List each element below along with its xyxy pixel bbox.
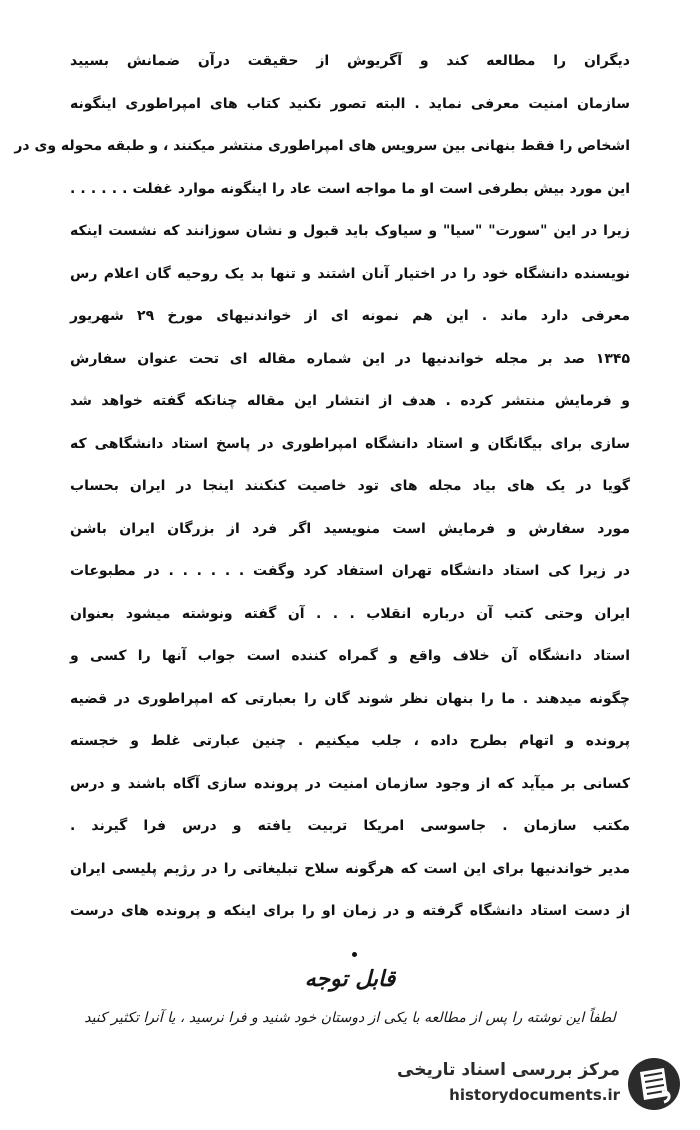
text-line: در زیرا کی استاد دانشگاه تهران استفاد کرد وگفت . . . . . . در مطبوعات (70, 563, 630, 579)
watermark-url: historydocuments.ir (449, 1086, 620, 1104)
text-line: استاد دانشگاه آن خلاف واقع و گمراه کننده است جواب آنها را کسی و (70, 648, 630, 664)
text-line: اشخاص را فقط بنهانی بین سرویس های امپراطوری منتشر میکنند ، و طبقه محوله وی در (14, 138, 630, 154)
text-line: زیرا در این "سورت" "سیا" و سیاوک باید قبول و نشان سوزانند که نشست اینکه (70, 223, 630, 239)
text-line: معرفی دارد ماند . این هم نمونه ای از خواندنیهای مورخ ۲۹ شهریور (70, 308, 630, 324)
text-line: چگونه میدهند . ما را بنهان نظر شوند گان را بعبارتی که امپراطوری در قضیه (70, 690, 630, 707)
text-line: این مورد بیش بطرفی است او ما مواجه است عاد را اینگونه موارد غفلت . . . . . . (70, 180, 630, 197)
text-line: مورد سفارش و فرمایش است منویسید اگر فرد از بزرگان ایران باشن (70, 520, 630, 537)
text-line: دیگران را مطالعه کند و آگریوش از حقیقت درآن ضمانش بسیید (70, 53, 630, 69)
text-line: مدیر خواندنیها برای این است که هرگونه سلاح تبلیغاتی را در رژیم پلیسی ایران (70, 860, 630, 877)
text-line: سازی برای بیگانگان و استاد دانشگاه امپراطوری در پاسخ استاد دانشگاهی که (70, 435, 630, 452)
bullet-dot (352, 952, 357, 957)
text-line: مکتب سازمان . جاسوسی امریکا تربیت یافته و درس فرا گیرند . (70, 818, 630, 834)
text-line: پرونده و اتهام بطرح داده ، جلب میکنیم . چنین عبارتی غلط و خجسته (70, 733, 630, 749)
watermark-org-name: مرکز بررسی اسناد تاریخی (397, 1060, 620, 1080)
text-line: سازمان امنیت معرفی نماید . البته تصور نکنید کتاب های امپراطوری اینگونه (70, 95, 630, 112)
text-line: ایران وحتی کتب آن درباره انقلاب . . . آن گفته ونوشته میشود بعنوان (70, 605, 630, 622)
text-line: از دست استاد دانشگاه گرفته و در زمان او را برای اینکه و پرونده های درست (70, 903, 630, 919)
text-line: نویسنده دانشگاه خود را در اختیار آنان اشتند و تنها بد یک روحیه گان اعلام رس (70, 265, 630, 282)
document-scroll-icon (626, 1056, 682, 1112)
typed-text-body (14, 40, 630, 933)
text-line: ۱۳۴۵ صد بر مجله خواندنیها در این شماره مقاله ای تحت عنوان سفارش (70, 350, 630, 367)
text-line: کسانی بر میآید که از وجود سازمان امنیت در پرونده سازی آگاه باشند و درس (70, 775, 630, 792)
watermark (397, 1056, 682, 1116)
text-line: گویا در یک های بیاد مجله های تود خاصیت کنکنند اینجا در ایران بحساب (70, 478, 630, 494)
handwritten-note: لطفاً این نوشته را پس از مطالعه با یکی از دوستان خود شنید و فرا نرسید ، یا آنرا تکثیر کنید (84, 1010, 616, 1026)
handwritten-title: قابل توجه (304, 966, 396, 992)
text-line: و فرمایش منتشر کرده . هدف از انتشار این مقاله چنانکه گفته خواهد شد (70, 393, 630, 409)
